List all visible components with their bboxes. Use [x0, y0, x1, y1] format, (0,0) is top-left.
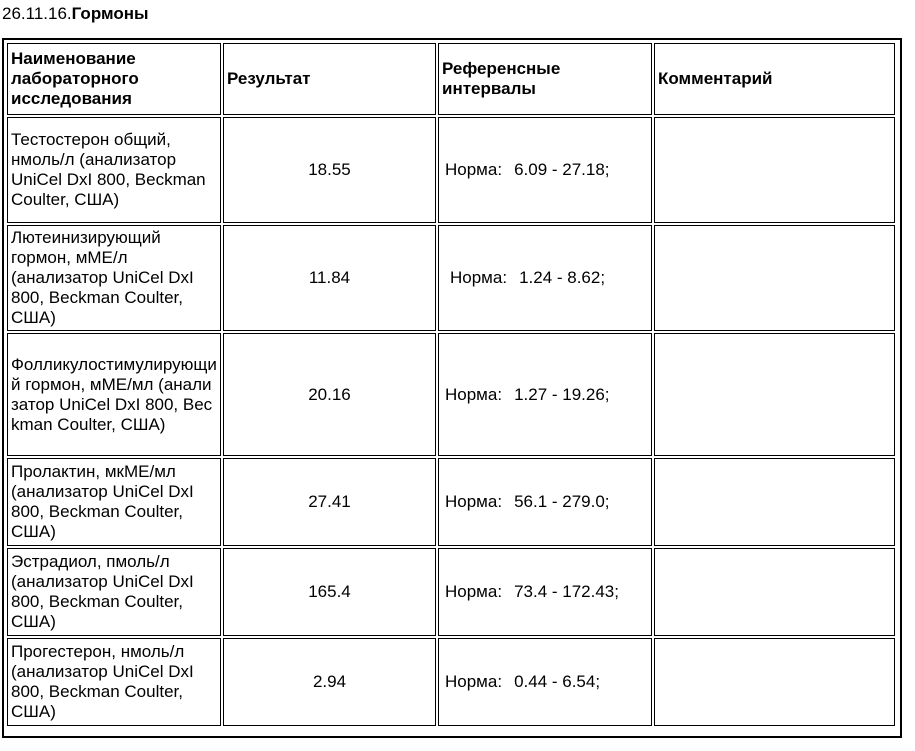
section-name: Гормоны — [71, 4, 149, 23]
reference-cell — [438, 333, 652, 456]
table-row — [7, 548, 895, 636]
reference-cell — [438, 638, 652, 726]
comment-cell — [654, 117, 895, 223]
result-cell: 27.41 — [223, 458, 436, 546]
column-header-test-name: Наименование лабораторного исследования — [7, 43, 221, 115]
test-name-cell: Тестостерон общий, нмоль/л (анализатор UniCel DxI 800, Beckman Coulter, США) — [7, 117, 221, 223]
reference-range: 73.4 - 172.43; — [514, 582, 619, 601]
reference-range: 1.27 - 19.26; — [514, 384, 610, 404]
test-name-cell: Прогестерон, нмоль/л (анализатор UniCel DxI 800, Beckman Coulter, США) — [7, 638, 221, 726]
reference-cell — [438, 225, 652, 331]
reference-label: Норма: — [445, 160, 503, 179]
result-cell: 18.55 — [223, 117, 436, 223]
column-header-result: Результат — [223, 43, 436, 115]
column-header-comment: Комментарий — [654, 43, 895, 115]
test-name-cell: Эстрадиол, пмоль/л (анализатор UniCel DxI 800, Beckman Coulter, США) — [7, 548, 221, 636]
reference-range: 0.44 - 6.54; — [514, 672, 601, 691]
table-row — [7, 117, 895, 223]
table-row — [7, 458, 895, 546]
reference-range: 1.24 - 8.62; — [519, 268, 606, 287]
comment-cell — [654, 638, 895, 726]
reference-range: 6.09 - 27.18; — [514, 160, 610, 179]
result-cell: 20.16 — [223, 333, 436, 456]
reference-label: Норма: — [445, 672, 503, 691]
comment-cell — [654, 458, 895, 546]
table-row — [7, 225, 895, 331]
results-table — [5, 41, 897, 728]
comment-cell — [654, 548, 895, 636]
reference-label: Норма: — [450, 268, 508, 287]
reference-cell — [438, 548, 652, 636]
test-name-cell: Лютеинизирующий гормон, мМЕ/л (анализатор UniCel DxI 800, Beckman Coulter, США) — [7, 225, 221, 331]
test-name-cell: Пролактин, мкМЕ/мл (анализатор UniCel DxI 800, Beckman Coulter, США) — [7, 458, 221, 546]
reference-cell — [438, 458, 652, 546]
result-cell: 11.84 — [223, 225, 436, 331]
table-header-row — [7, 43, 895, 115]
comment-cell — [654, 225, 895, 331]
report-section-title — [2, 4, 149, 24]
reference-label: Норма: — [445, 384, 503, 404]
reference-label: Норма: — [445, 582, 503, 601]
reference-label: Норма: — [445, 492, 503, 511]
table-row — [7, 333, 895, 456]
test-name-cell: Фолликулостимулирующий гормон, мМЕ/мл (анализатор UniCel DxI 800, Beckman Coulter, США) — [7, 333, 221, 456]
column-header-reference: Референсные интервалы — [438, 43, 652, 115]
table-row — [7, 638, 895, 726]
result-cell: 2.94 — [223, 638, 436, 726]
reference-range: 56.1 - 279.0; — [514, 492, 610, 511]
report-date: 26.11.16. — [2, 4, 72, 23]
result-cell: 165.4 — [223, 548, 436, 636]
reference-cell — [438, 117, 652, 223]
comment-cell — [654, 333, 895, 456]
